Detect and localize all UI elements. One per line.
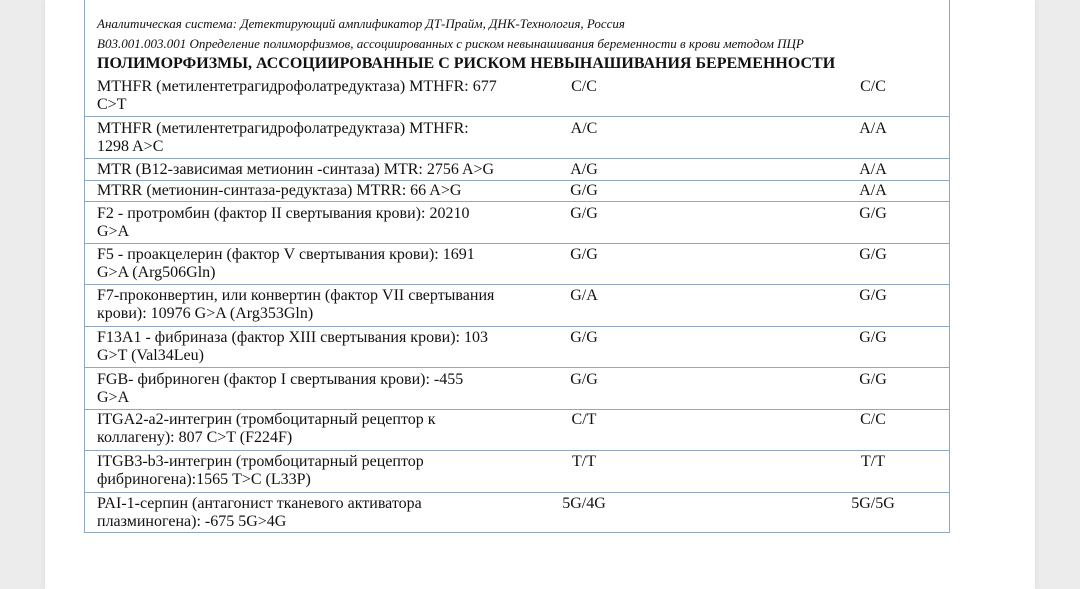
polymorphism-name: F13A1 - фибриназа (фактор XIII свертывания крови): 103 G>T (Val34Leu) bbox=[97, 329, 488, 364]
result-1: G/A bbox=[570, 287, 598, 304]
result-1: G/G bbox=[570, 182, 598, 199]
result-2: A/A bbox=[859, 182, 887, 199]
polymorphism-name: MTRR (метионин-синтаза-редуктаза) MTRR: 66 A>G bbox=[97, 182, 462, 199]
section-title: ПОЛИМОРФИЗМЫ, АССОЦИИРОВАННЫЕ С РИСКОМ НЕВЫНАШИВАНИЯ БЕРЕМЕННОСТИ bbox=[97, 55, 836, 72]
table-row bbox=[84, 410, 950, 451]
result-2: 5G/5G bbox=[851, 495, 895, 512]
result-2: T/T bbox=[861, 453, 885, 470]
result-1: G/G bbox=[570, 371, 598, 388]
result-1: C/C bbox=[571, 78, 597, 95]
table-row bbox=[84, 77, 950, 117]
result-2: G/G bbox=[859, 371, 887, 388]
test-code-line: В03.001.003.001 Определение полиморфизмов, ассоциированных с риском невынашивания беременности в крови методом ПЦР bbox=[97, 36, 804, 51]
analytic-system-line: Аналитическая система: Детектирующий амплификатор ДТ-Прайм, ДНК-Технология, Россия bbox=[97, 16, 625, 31]
result-1: G/G bbox=[570, 329, 598, 346]
result-1: A/G bbox=[570, 161, 598, 178]
result-2: A/A bbox=[859, 120, 887, 137]
result-1: G/G bbox=[570, 246, 598, 263]
table-row bbox=[84, 181, 950, 202]
result-2: G/G bbox=[859, 329, 887, 346]
polymorphism-name: ITGA2-a2-интегрин (тромбоцитарный рецептор к коллагену): 807 C>T (F224F) bbox=[97, 411, 436, 446]
result-1: G/G bbox=[570, 205, 598, 222]
table-row bbox=[84, 493, 950, 533]
table-row bbox=[84, 368, 950, 410]
polymorphism-name: F2 - протромбин (фактор II свертывания крови): 20210 G>A bbox=[97, 205, 470, 240]
polymorphism-name: PAI-1-серпин (антагонист тканевого активатора плазминогена): -675 5G>4G bbox=[97, 495, 422, 530]
result-2: G/G bbox=[859, 246, 887, 263]
result-1: 5G/4G bbox=[562, 495, 606, 512]
polymorphism-name: FGB- фибриноген (фактор I свертывания крови): -455 G>A bbox=[97, 371, 464, 406]
polymorphism-name: F7-проконвертин, или конвертин (фактор VII свертывания крови): 10976 G>A (Arg353Gln) bbox=[97, 287, 495, 322]
table-row bbox=[84, 451, 950, 493]
result-2: C/C bbox=[860, 411, 886, 428]
table-row bbox=[84, 117, 950, 159]
table-row bbox=[84, 327, 950, 368]
result-2: G/G bbox=[859, 287, 887, 304]
table-row bbox=[84, 244, 950, 285]
result-2: A/A bbox=[859, 161, 887, 178]
polymorphism-name: MTR (B12-зависимая метионин -синтаза) MTR: 2756 A>G bbox=[97, 161, 495, 178]
result-1: T/T bbox=[572, 453, 596, 470]
result-2: G/G bbox=[859, 205, 887, 222]
polymorphism-name: MTHFR (метилентетрагидрофолатредуктаза) MTHFR: 1298 A>C bbox=[97, 120, 469, 155]
result-1: C/T bbox=[571, 411, 597, 428]
polymorphism-name: MTHFR (метилентетрагидрофолатредуктаза) MTHFR: 677 C>T bbox=[97, 78, 497, 113]
table-row bbox=[84, 285, 950, 327]
table-row bbox=[84, 202, 950, 244]
table-row bbox=[84, 159, 950, 181]
polymorphism-name: F5 - проакцелерин (фактор V свертывания крови): 1691 G>A (Arg506Gln) bbox=[97, 246, 475, 281]
result-1: A/C bbox=[570, 120, 598, 137]
result-2: C/C bbox=[860, 78, 886, 95]
polymorphism-name: ITGB3-b3-интегрин (тромбоцитарный рецептор фибриногена):1565 T>C (L33P) bbox=[97, 453, 424, 488]
